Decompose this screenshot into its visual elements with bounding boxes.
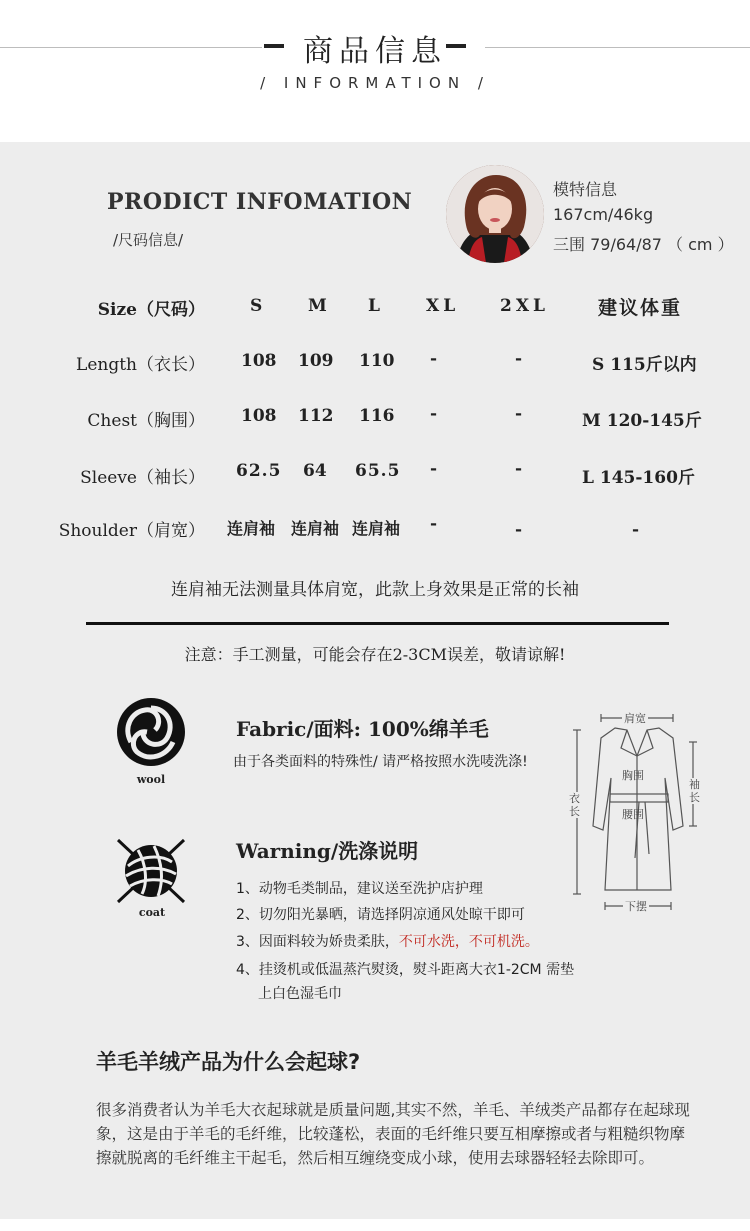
shoulder-note: 连肩袖无法测量具体肩宽，此款上身效果是正常的长袖 [171,580,579,600]
sleeve-2xl: - [515,459,523,479]
chest-l: 116 [359,406,395,426]
length-s: 108 [241,351,277,371]
measure-note: 注意：手工测量，可能会存在2-3CM误差，敬请谅解! [184,645,566,664]
diagram-chest-label: 胸围 [622,769,644,782]
weight-header: 建议体重 [598,297,683,319]
chest-2xl: - [515,404,523,424]
size-col-l: L [368,296,380,316]
weight-l: L 145-160斤 [582,468,695,488]
weight-s: S 115斤以内 [592,355,697,375]
shoulder-xl: - [430,514,438,534]
sleeve-xl: - [430,459,438,479]
row-label-shoulder: Shoulder（肩宽） [58,521,205,541]
size-col-s: S [250,296,263,316]
row-label-sleeve: Sleeve（袖长） [80,468,205,488]
row-label-chest: Chest（胸围） [87,411,205,431]
size-header-label: Size（尺码） [97,300,205,320]
warning-item-1: 1、动物毛类制品，建议送至洗护店护理 [236,881,483,897]
warning-item-3-text: 3、因面料较为娇贵柔肤， [236,934,399,950]
sleeve-m: 64 [303,461,327,481]
pilling-title: 羊毛羊绒产品为什么会起球? [96,1050,361,1074]
header-title: 商品信息 [303,34,447,69]
sleeve-s: 62.5 [236,461,282,481]
section-divider [86,622,669,625]
product-info-subtitle: /尺码信息/ [113,231,184,249]
sleeve-l: 65.5 [355,461,401,481]
model-avatar [446,165,544,263]
wool-icon [113,694,189,770]
shoulder-2xl: - [515,520,523,540]
chest-xl: - [430,404,438,424]
row-label-length: Length（衣长） [76,355,205,375]
warning-item-3 [236,931,539,951]
size-col-2xl: 2XL [500,296,549,316]
warning-item-4: 4、挂烫机或低温蒸汽熨烫，熨斗距离大衣1-2CM 需垫 [236,962,575,978]
length-m: 109 [298,351,334,371]
warning-title: Warning/洗涤说明 [236,839,419,863]
chest-m: 112 [298,406,334,426]
length-2xl: - [515,349,523,369]
header-subtitle: / INFORMATION / [260,74,490,92]
wool-caption: wool [136,773,166,786]
model-measurements: 三围 79/64/87 （ cm ） [553,235,734,254]
weight-m: M 120-145斤 [582,411,702,431]
length-xl: - [430,349,438,369]
shoulder-m: 连肩袖 [291,519,340,538]
model-label: 模特信息 [553,180,618,199]
weight-shoulder: - [632,520,640,540]
diagram-length-label: 衣长 [569,792,583,818]
model-photo-icon [446,165,544,263]
length-l: 110 [359,351,395,371]
fabric-desc: 由于各类面料的特殊性/ 请严格按照水洗唛洗涤! [233,754,528,770]
diagram-hem-label: 下摆 [625,900,647,913]
shoulder-s: 连肩袖 [227,519,276,538]
product-info-title: PRODICT INFOMATION [107,189,413,215]
diagram-shoulder-label: 肩宽 [624,712,646,725]
warning-red-text: 不可水洗，不可机洗。 [398,934,539,950]
chest-s: 108 [241,406,277,426]
pilling-body: 很多消费者认为羊毛大衣起球就是质量问题,其实不然，羊毛、羊绒类产品都存在起球现象，这是由于羊毛的毛纤维，比较蓬松，表面的毛纤维只要互相摩擦或者与粗糙织物摩擦就脱离的毛纤维主干起毛，然后相互缠绕变成小球，使用去球器轻轻去除即可。 [96,1101,690,1167]
model-height-weight: 167cm/46kg [553,205,654,224]
size-col-xl: XL [426,296,460,316]
diagram-waist-label: 腰围 [622,808,644,821]
fabric-title: Fabric/面料: 100%绵羊毛 [236,717,489,741]
shoulder-l: 连肩袖 [352,519,401,538]
warning-item-4-cont: 上白色湿毛巾 [258,986,342,1002]
coat-caption: coat [138,906,166,919]
warning-item-2: 2、切勿阳光暴晒，请选择阴凉通风处晾干即可 [236,907,525,923]
yarn-ball-icon [114,836,188,906]
size-col-m: M [308,296,327,316]
diagram-sleeve-label: 袖长 [689,778,703,804]
